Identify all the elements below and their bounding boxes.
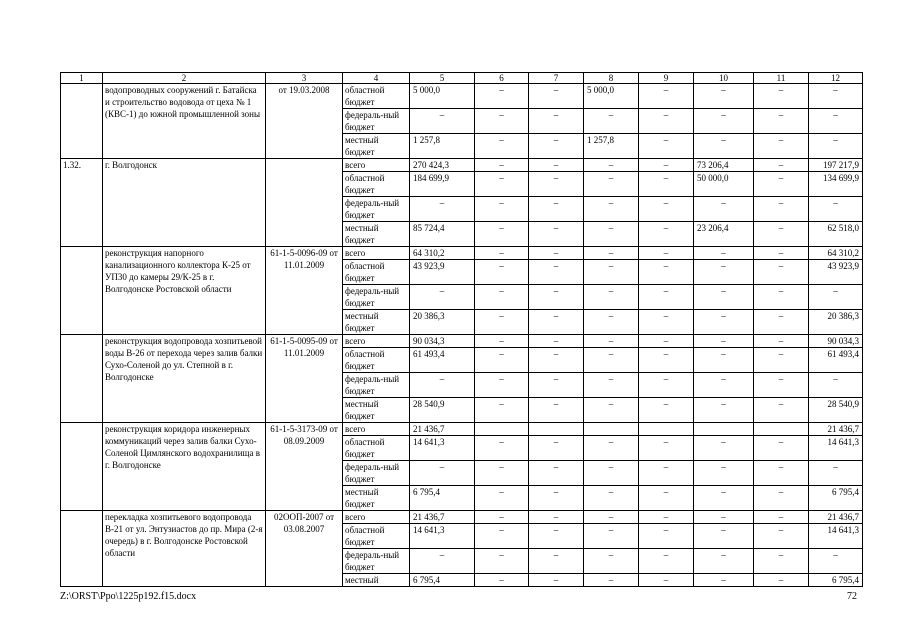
value-cell: –: [529, 285, 584, 310]
value-cell: –: [475, 84, 529, 109]
column-number-cell: 8: [584, 73, 639, 84]
column-number-cell: 10: [694, 73, 754, 84]
value-cell: –: [694, 373, 754, 398]
value-cell: –: [475, 159, 529, 172]
value-cell: –: [475, 524, 529, 549]
value-cell: –: [475, 461, 529, 486]
value-cell: –: [754, 84, 809, 109]
value-cell: [584, 423, 639, 436]
value-cell: –: [584, 511, 639, 524]
value-cell: –: [529, 511, 584, 524]
value-cell: –: [475, 348, 529, 373]
value-cell: –: [639, 285, 694, 310]
funding-source-cell: областной бюджет: [343, 436, 410, 461]
value-cell: –: [639, 159, 694, 172]
value-cell: –: [809, 197, 863, 222]
funding-source-cell: местный бюджет: [343, 398, 410, 423]
value-cell: 6 795,4: [410, 574, 475, 587]
value-cell: –: [529, 159, 584, 172]
value-cell: –: [529, 398, 584, 423]
project-code-cell: 02ООП-2007 от 03.08.2007: [266, 511, 343, 587]
value-cell: –: [639, 310, 694, 335]
value-cell: –: [639, 172, 694, 197]
funding-source-cell: местный бюджет: [343, 310, 410, 335]
value-cell: 14 641,3: [809, 436, 863, 461]
project-code-cell: 61-1-5-0095-09 от 11.01.2009: [266, 335, 343, 423]
value-cell: 28 540,9: [809, 398, 863, 423]
value-cell: –: [584, 373, 639, 398]
value-cell: –: [754, 436, 809, 461]
column-number-cell: 12: [809, 73, 863, 84]
value-cell: –: [529, 172, 584, 197]
value-cell: –: [754, 172, 809, 197]
funding-source-cell: всего: [343, 511, 410, 524]
value-cell: 6 795,4: [410, 486, 475, 511]
value-cell: [694, 423, 754, 436]
value-cell: 14 641,3: [410, 436, 475, 461]
value-cell: –: [639, 511, 694, 524]
value-cell: –: [529, 461, 584, 486]
value-cell: –: [694, 109, 754, 134]
value-cell: –: [475, 109, 529, 134]
value-cell: –: [529, 436, 584, 461]
value-cell: –: [584, 285, 639, 310]
value-cell: –: [639, 436, 694, 461]
value-cell: [475, 423, 529, 436]
funding-source-cell: всего: [343, 159, 410, 172]
value-cell: –: [754, 310, 809, 335]
value-cell: 197 217,9: [809, 159, 863, 172]
funding-source-cell: областной бюджет: [343, 260, 410, 285]
funding-source-cell: всего: [343, 247, 410, 260]
column-number-cell: 2: [103, 73, 266, 84]
value-cell: 21 436,7: [410, 511, 475, 524]
value-cell: –: [529, 260, 584, 285]
value-cell: –: [639, 247, 694, 260]
value-cell: –: [639, 524, 694, 549]
object-name-cell: реконструкция напорного канализационного коллектора К-25 от УП30 до камеры 29/К-25 в г. Волгодонске Ростовской области: [103, 247, 266, 335]
value-cell: –: [584, 172, 639, 197]
table-row: [61, 335, 863, 348]
value-cell: –: [529, 109, 584, 134]
value-cell: –: [754, 461, 809, 486]
value-cell: –: [754, 549, 809, 574]
value-cell: –: [584, 461, 639, 486]
value-cell: –: [754, 348, 809, 373]
value-cell: –: [694, 549, 754, 574]
value-cell: –: [584, 159, 639, 172]
value-cell: –: [694, 524, 754, 549]
value-cell: –: [584, 348, 639, 373]
funding-source-cell: областной бюджет: [343, 524, 410, 549]
value-cell: –: [809, 109, 863, 134]
value-cell: –: [529, 486, 584, 511]
value-cell: –: [529, 335, 584, 348]
value-cell: –: [475, 373, 529, 398]
value-cell: –: [754, 398, 809, 423]
column-number-cell: 7: [529, 73, 584, 84]
value-cell: –: [529, 197, 584, 222]
value-cell: –: [584, 260, 639, 285]
funding-source-cell: местный: [343, 574, 410, 587]
funding-source-cell: областной бюджет: [343, 348, 410, 373]
value-cell: –: [475, 247, 529, 260]
funding-source-cell: федераль-ный бюджет: [343, 109, 410, 134]
value-cell: –: [754, 524, 809, 549]
value-cell: –: [529, 549, 584, 574]
funding-source-cell: областной бюджет: [343, 172, 410, 197]
funding-source-cell: федераль-ный бюджет: [343, 549, 410, 574]
value-cell: –: [694, 574, 754, 587]
value-cell: –: [529, 222, 584, 247]
value-cell: –: [694, 511, 754, 524]
value-cell: [754, 423, 809, 436]
value-cell: 61 493,4: [410, 348, 475, 373]
value-cell: –: [694, 197, 754, 222]
value-cell: –: [694, 486, 754, 511]
value-cell: 6 795,4: [809, 574, 863, 587]
value-cell: –: [475, 436, 529, 461]
budget-table: [60, 72, 863, 587]
value-cell: –: [809, 549, 863, 574]
object-name-cell: водопроводных сооружений г. Батайска и строительство водовода от цеха № 1 (КВС-1) до южной промышленной зоны: [103, 84, 266, 159]
value-cell: 14 641,3: [809, 524, 863, 549]
value-cell: –: [809, 285, 863, 310]
value-cell: –: [475, 335, 529, 348]
value-cell: –: [639, 109, 694, 134]
value-cell: [639, 423, 694, 436]
funding-source-cell: федераль-ный бюджет: [343, 197, 410, 222]
funding-source-cell: федераль-ный бюджет: [343, 373, 410, 398]
project-code-cell: от 19.03.2008: [266, 84, 343, 159]
value-cell: –: [754, 486, 809, 511]
project-code-cell: 61-1-5-0096-09 от 11.01.2009: [266, 247, 343, 335]
value-cell: 184 699,9: [410, 172, 475, 197]
value-cell: –: [410, 109, 475, 134]
value-cell: –: [809, 373, 863, 398]
value-cell: –: [639, 574, 694, 587]
funding-source-cell: местный бюджет: [343, 222, 410, 247]
value-cell: 90 034,3: [410, 335, 475, 348]
value-cell: –: [410, 461, 475, 486]
value-cell: –: [754, 373, 809, 398]
value-cell: –: [694, 461, 754, 486]
table-row: [61, 84, 863, 109]
value-cell: –: [475, 398, 529, 423]
project-code-cell: 61-1-5-3173-09 от 08.09.2009: [266, 423, 343, 511]
item-number-cell: [61, 84, 103, 159]
value-cell: –: [475, 285, 529, 310]
value-cell: –: [584, 310, 639, 335]
value-cell: 61 493,4: [809, 348, 863, 373]
value-cell: 5 000,0: [410, 84, 475, 109]
value-cell: –: [639, 549, 694, 574]
value-cell: –: [584, 436, 639, 461]
funding-source-cell: федераль-ный бюджет: [343, 285, 410, 310]
value-cell: –: [584, 574, 639, 587]
value-cell: 23 206,4: [694, 222, 754, 247]
value-cell: –: [529, 524, 584, 549]
value-cell: –: [410, 197, 475, 222]
value-cell: –: [754, 134, 809, 159]
value-cell: –: [584, 247, 639, 260]
object-name-cell: перекладка хозпитьевого водопровода В-21 от ул. Энтузиастов до пр. Мира (2-я очередь) в г. Волгодонске Ростовской области: [103, 511, 266, 587]
value-cell: –: [639, 197, 694, 222]
object-name-cell: г. Волгодонск: [103, 159, 266, 247]
value-cell: –: [584, 335, 639, 348]
item-number-cell: 1.32.: [61, 159, 103, 247]
value-cell: –: [475, 222, 529, 247]
value-cell: –: [694, 335, 754, 348]
value-cell: –: [639, 134, 694, 159]
value-cell: –: [529, 574, 584, 587]
item-number-cell: [61, 335, 103, 423]
value-cell: 43 923,9: [410, 260, 475, 285]
value-cell: –: [475, 134, 529, 159]
value-cell: –: [754, 574, 809, 587]
file-path: Z:\ORST\Ppo\1225p192.f15.docx: [60, 591, 197, 602]
table-row: [61, 247, 863, 260]
value-cell: 50 000,0: [694, 172, 754, 197]
value-cell: 43 923,9: [809, 260, 863, 285]
value-cell: [529, 423, 584, 436]
value-cell: 64 310,2: [809, 247, 863, 260]
value-cell: –: [639, 222, 694, 247]
table-row: [61, 511, 863, 524]
value-cell: –: [754, 285, 809, 310]
value-cell: –: [694, 310, 754, 335]
value-cell: –: [410, 549, 475, 574]
table-row: [61, 159, 863, 172]
object-name-cell: реконструкция коридора инженерных коммуникаций через залив балки Сухо-Соленой Цимлянского водохранилища в г. Волгодонске: [103, 423, 266, 511]
value-cell: –: [475, 574, 529, 587]
object-name-cell: реконструкция водопровода хозпитьевой воды В-26 от перехода через залив балки Сухо-Соленой до ул. Степной в г. Волгодонске: [103, 335, 266, 423]
value-cell: 20 386,3: [809, 310, 863, 335]
value-cell: –: [694, 84, 754, 109]
value-cell: –: [809, 134, 863, 159]
value-cell: –: [529, 310, 584, 335]
value-cell: –: [410, 373, 475, 398]
value-cell: –: [694, 134, 754, 159]
item-number-cell: [61, 247, 103, 335]
column-number-cell: 6: [475, 73, 529, 84]
value-cell: –: [410, 285, 475, 310]
value-cell: –: [584, 197, 639, 222]
value-cell: –: [584, 109, 639, 134]
value-cell: 73 206,4: [694, 159, 754, 172]
value-cell: –: [754, 335, 809, 348]
value-cell: –: [475, 511, 529, 524]
value-cell: 21 436,7: [809, 511, 863, 524]
page-number: 72: [847, 591, 857, 602]
value-cell: –: [754, 222, 809, 247]
value-cell: –: [529, 247, 584, 260]
value-cell: –: [584, 398, 639, 423]
value-cell: –: [694, 348, 754, 373]
value-cell: –: [475, 197, 529, 222]
value-cell: –: [639, 373, 694, 398]
value-cell: –: [529, 84, 584, 109]
value-cell: –: [639, 348, 694, 373]
value-cell: –: [639, 486, 694, 511]
item-number-cell: [61, 423, 103, 511]
item-number-cell: [61, 511, 103, 587]
funding-source-cell: всего: [343, 423, 410, 436]
value-cell: 28 540,9: [410, 398, 475, 423]
funding-source-cell: федераль-ный бюджет: [343, 461, 410, 486]
value-cell: 270 424,3: [410, 159, 475, 172]
value-cell: 14 641,3: [410, 524, 475, 549]
value-cell: 85 724,4: [410, 222, 475, 247]
value-cell: –: [754, 197, 809, 222]
funding-source-cell: всего: [343, 335, 410, 348]
value-cell: 134 699,9: [809, 172, 863, 197]
value-cell: –: [754, 159, 809, 172]
column-number-cell: 11: [754, 73, 809, 84]
value-cell: –: [639, 335, 694, 348]
value-cell: –: [475, 260, 529, 285]
value-cell: –: [694, 247, 754, 260]
value-cell: 5 000,0: [584, 84, 639, 109]
value-cell: –: [529, 348, 584, 373]
value-cell: 20 386,3: [410, 310, 475, 335]
value-cell: –: [475, 310, 529, 335]
value-cell: –: [584, 486, 639, 511]
column-number-cell: 4: [343, 73, 410, 84]
value-cell: –: [584, 549, 639, 574]
value-cell: –: [694, 285, 754, 310]
funding-source-cell: областной бюджет: [343, 84, 410, 109]
value-cell: 21 436,7: [410, 423, 475, 436]
value-cell: 62 518,0: [809, 222, 863, 247]
value-cell: –: [639, 260, 694, 285]
value-cell: –: [694, 260, 754, 285]
column-number-cell: 9: [639, 73, 694, 84]
value-cell: –: [475, 486, 529, 511]
funding-source-cell: местный бюджет: [343, 486, 410, 511]
value-cell: –: [809, 461, 863, 486]
value-cell: –: [529, 373, 584, 398]
column-number-cell: 5: [410, 73, 475, 84]
column-number-row: [61, 73, 863, 84]
value-cell: –: [754, 260, 809, 285]
value-cell: –: [754, 247, 809, 260]
table-row: [61, 423, 863, 436]
value-cell: –: [694, 436, 754, 461]
funding-source-cell: местный бюджет: [343, 134, 410, 159]
column-number-cell: 3: [266, 73, 343, 84]
value-cell: –: [754, 511, 809, 524]
value-cell: 64 310,2: [410, 247, 475, 260]
value-cell: 1 257,8: [584, 134, 639, 159]
value-cell: –: [639, 398, 694, 423]
value-cell: –: [639, 84, 694, 109]
value-cell: –: [584, 222, 639, 247]
value-cell: –: [809, 84, 863, 109]
value-cell: 21 436,7: [809, 423, 863, 436]
value-cell: 1 257,8: [410, 134, 475, 159]
value-cell: –: [639, 461, 694, 486]
value-cell: 90 034,3: [809, 335, 863, 348]
value-cell: 6 795,4: [809, 486, 863, 511]
value-cell: –: [584, 524, 639, 549]
value-cell: –: [529, 134, 584, 159]
column-number-cell: 1: [61, 73, 103, 84]
value-cell: –: [694, 398, 754, 423]
project-code-cell: [266, 159, 343, 247]
value-cell: –: [754, 109, 809, 134]
value-cell: –: [475, 549, 529, 574]
value-cell: –: [475, 172, 529, 197]
